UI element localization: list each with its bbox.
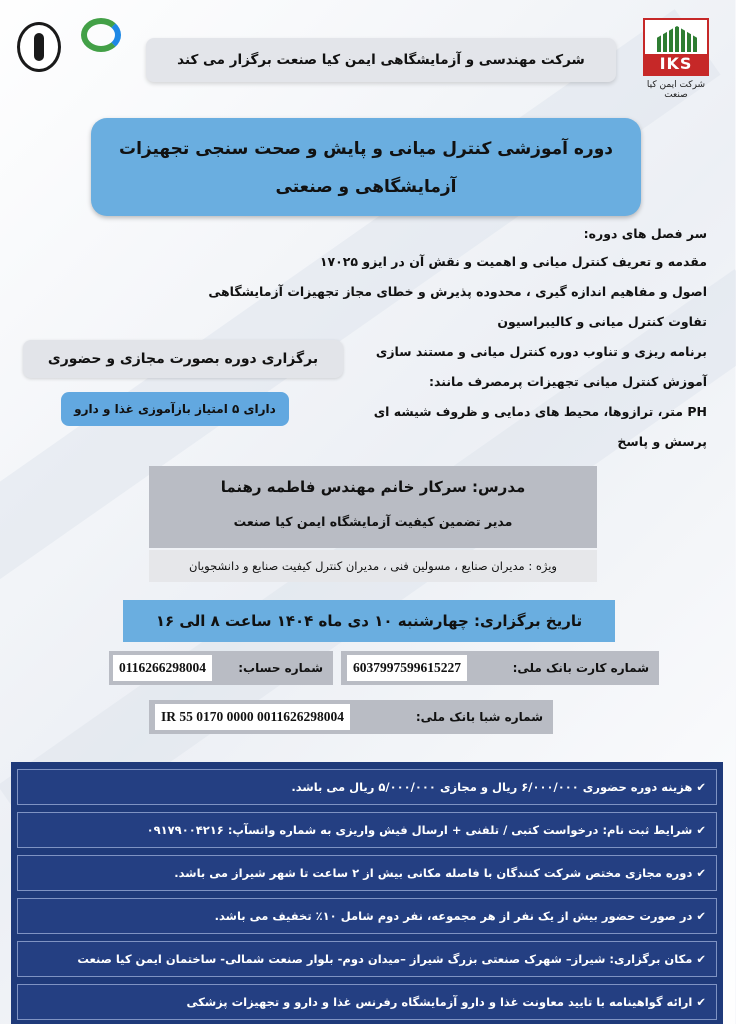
card-number-box: [342, 651, 660, 685]
info-row: [18, 769, 718, 805]
food-drug-logo-mark: [82, 18, 122, 52]
house-icon: [658, 26, 698, 52]
info-row: [18, 898, 718, 934]
health-ministry-logo: [18, 22, 62, 72]
info-row: [18, 941, 718, 977]
card-value: 6037997599615227: [348, 655, 468, 681]
iks-logo: [636, 18, 718, 98]
card-label: شماره کارت بانک ملی:: [513, 661, 650, 675]
syllabus-item: پرسش و پاسخ: [618, 434, 708, 449]
sheba-value: IR 55 0170 0000 0011626298004: [156, 704, 351, 730]
iks-logo-mark: [644, 18, 710, 76]
course-title-line2: آزمایشگاهی و صنعتی: [276, 177, 458, 197]
info-row: [18, 855, 718, 891]
account-number-box: [110, 651, 334, 685]
syllabus-item: برنامه ریزی و تناوب دوره کنترل میانی و مستند سازی: [376, 344, 708, 359]
iks-logo-text: IKS: [646, 54, 708, 74]
food-drug-logo: [76, 18, 128, 74]
teacher-name: مدرس: سرکار خانم مهندس فاطمه رهنما: [221, 478, 527, 496]
teacher-box: [150, 466, 598, 548]
info-panel: [12, 762, 724, 1024]
info-row: [18, 812, 718, 848]
info-text: ارائه گواهینامه با تایید معاونت غذا و دارو آزمایشگاه رفرنس غذا و دارو و تجهیزات پزشکی: [187, 995, 694, 1009]
syllabus-item: تفاوت کنترل میانی و کالیبراسیون: [498, 314, 708, 329]
audience: ویژه : مدیران صنایع ، مسولین فنی ، مدیران کنترل کیفیت صنایع و دانشجویان: [150, 550, 598, 582]
syllabus-item: اصول و مفاهیم اندازه گیری ، محدوده پذیرش و خطای مجاز تجهیزات آزمایشگاهی: [209, 284, 708, 299]
check-icon: ✔: [697, 952, 707, 966]
check-icon: ✔: [697, 866, 707, 880]
syllabus-heading: سر فصل های دوره:: [584, 226, 708, 241]
teacher-role: مدیر تضمین کیفیت آزمایشگاه ایمن کیا صنعت: [234, 514, 514, 529]
info-text: هزینه دوره حضوری ۶/۰۰۰/۰۰۰ ریال و مجازی ۵/۰۰۰/۰۰۰ ریال می باشد.: [292, 780, 694, 794]
info-text: مکان برگزاری: شیراز– شهرک صنعتی بزرگ شیراز –میدان دوم- بلوار صنعت شمالی- ساختمان ایمن کیا صنعت: [78, 952, 694, 966]
sheba-box: [150, 700, 554, 734]
syllabus: [209, 226, 708, 461]
syllabus-item: مقدمه و تعریف کنترل میانی و اهمیت و نقش آن در ایزو ۱۷۰۲۵: [320, 254, 708, 269]
info-row: [18, 984, 718, 1020]
account-label: شماره حساب:: [239, 661, 324, 675]
syllabus-item: PH متر، ترازوها، محیط های دمایی و ظروف شیشه ای: [374, 404, 708, 419]
account-value: 0116266298004: [114, 655, 213, 681]
sheba-label: شماره شبا بانک ملی:: [416, 710, 544, 724]
course-title-line1: دوره آموزشی کنترل میانی و پایش و صحت سنجی تجهیزات: [120, 139, 614, 159]
info-text: شرایط ثبت نام: درخواست کتبی / تلفنی + ارسال فیش واریزی به شماره واتسآپ: ۰۹۱۷۹۰۰۴۲۱۶: [147, 823, 694, 837]
course-date: تاریخ برگزاری: چهارشنبه ۱۰ دی ماه ۱۴۰۴ ساعت ۸ الی ۱۶: [124, 600, 616, 642]
check-icon: ✔: [697, 995, 707, 1009]
check-icon: ✔: [697, 823, 707, 837]
check-icon: ✔: [697, 780, 707, 794]
points-badge: دارای ۵ امتیاز بازآموزی غذا و دارو: [62, 392, 290, 426]
check-icon: ✔: [697, 909, 707, 923]
info-text: در صورت حضور بیش از یک نفر از هر مجموعه، نفر دوم شامل ۱۰٪ تخفیف می باشد.: [215, 909, 694, 923]
organizer-banner: شرکت مهندسی و آزمایشگاهی ایمن کیا صنعت برگزار می کند: [147, 38, 617, 82]
syllabus-item: آموزش کنترل میانی تجهیزات پرمصرف مانند:: [430, 374, 708, 389]
hybrid-notice: برگزاری دوره بصورت مجازی و حضوری: [24, 340, 344, 378]
iks-caption: شرکت ایمن کیا صنعت: [647, 80, 707, 100]
course-title: [92, 118, 642, 216]
info-text: دوره مجازی مختص شرکت کنندگان با فاصله مکانی بیش از ۲ ساعت تا شهر شیراز می باشد.: [175, 866, 694, 880]
